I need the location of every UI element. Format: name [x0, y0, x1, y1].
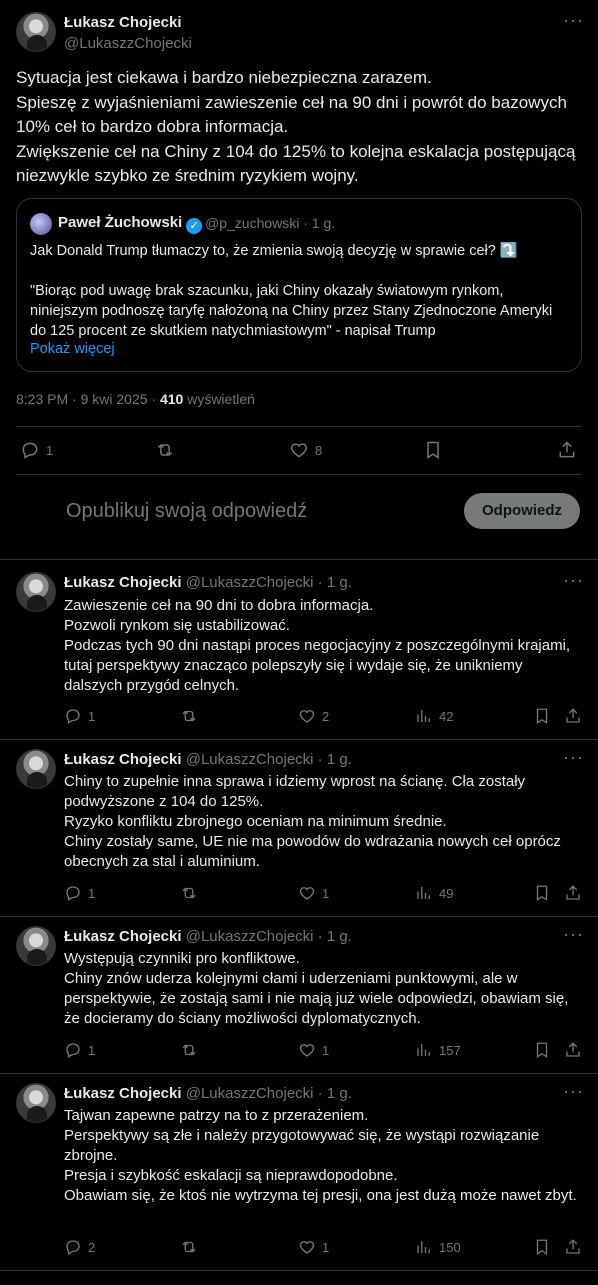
repost-icon: [180, 707, 198, 725]
reply-icon: [64, 707, 82, 725]
views-button[interactable]: [415, 1041, 461, 1059]
view-count: 157: [439, 1042, 461, 1058]
repost-icon: [180, 884, 198, 902]
author-name[interactable]: Łukasz Chojecki: [64, 751, 182, 768]
verified-badge-icon: ✓: [186, 218, 202, 234]
more-options-icon[interactable]: ···: [563, 747, 584, 767]
author-handle[interactable]: @LukaszzChojecki · 1 g.: [185, 751, 352, 768]
repost-icon: [180, 1041, 198, 1059]
views-button[interactable]: [415, 707, 453, 725]
share-button[interactable]: [564, 884, 582, 902]
tweet-text: Sytuacja jest ciekawa i bardzo niebezpieczna zarazem. Spieszę z wyjaśnieniami zawieszenie ceł na 90 dni i powrót do bazowych 10% ceł to bardzo dobra informacja. Zwiększenie ceł na Chiny z 104 do 125% to kolejna eskalacja postępującą niezwykle szybko ze średnim ryzykiem wojny.: [16, 68, 576, 185]
heart-icon: [298, 1238, 316, 1256]
bookmark-icon: [533, 1238, 551, 1256]
heart-icon: [298, 884, 316, 902]
share-icon: [557, 440, 577, 460]
share-icon: [564, 884, 582, 902]
repost-button[interactable]: [180, 1041, 198, 1059]
reply-submit-button[interactable]: Odpowiedz: [464, 493, 580, 529]
bookmark-button[interactable]: [423, 440, 443, 460]
view-count: 49: [439, 885, 454, 901]
reply-icon: [64, 884, 82, 902]
bookmark-icon: [533, 884, 551, 902]
quote-text: Jak Donald Trump tłumaczy to, że zmienia swoją decyzję w sprawie ceł? ⤵️ "Biorąc pod uwagę brak szacunku, jaki Chiny okazały światowym rynkom, niniejszym podnoszę taryfę nałożoną na Chiny przez Stany Zjednoczone Ameryki do 125 procent ze skutkiem natychmiastowym" - napisał Trump: [30, 243, 553, 339]
reply-icon: [64, 1238, 82, 1256]
more-options-icon[interactable]: ···: [563, 570, 584, 590]
share-button[interactable]: [557, 440, 577, 460]
like-button[interactable]: [289, 440, 322, 460]
analytics-icon: [415, 884, 433, 902]
repost-icon: [155, 440, 175, 460]
tweet-meta: [16, 391, 255, 407]
like-count: 1: [322, 885, 330, 901]
timestamp[interactable]: 8:23 PM · 9 kwi 2025 ·: [16, 391, 160, 407]
author-name[interactable]: Łukasz Chojecki: [64, 1085, 182, 1102]
like-count: 2: [322, 708, 330, 724]
avatar[interactable]: [16, 749, 56, 789]
analytics-icon: [415, 707, 433, 725]
author-name[interactable]: Łukasz Chojecki: [64, 574, 182, 591]
reply-count: 1: [88, 885, 96, 901]
bookmark-icon: [533, 707, 551, 725]
reply-text: Zawieszenie ceł na 90 dni to dobra informacja. Pozwoli rynkom się ustabilizować. Podczas tych 90 dni nastąpi proces negocjacyjny z poszczególnymi krajami, tutaj perspektywy znacząco polepszyły się i wydaje się, że unikniemy dalszych przygód celnych.: [64, 597, 571, 694]
reply-button[interactable]: [64, 707, 95, 725]
reply-text: Występują czynniki pro konfliktowe. Chiny znów uderza kolejnymi cłami i uderzeniami punktowymi, ale w perspektywie, że zostają sami i nie mają już wiele odpowiedzi, obawiam się, że docieramy do ściany możliwości dyplomatycznych.: [64, 950, 569, 1027]
reply-button[interactable]: [64, 884, 95, 902]
author-handle[interactable]: @LukaszzChojecki · 1 g.: [185, 928, 352, 945]
analytics-icon: [415, 1238, 433, 1256]
reply-count: 1: [88, 1042, 96, 1058]
bookmark-button[interactable]: [533, 1041, 551, 1059]
divider: [16, 426, 582, 427]
quote-author-name: Paweł Żuchowski ✓: [58, 214, 202, 234]
share-button[interactable]: [564, 1238, 582, 1256]
repost-button[interactable]: [180, 884, 198, 902]
heart-icon: [298, 1041, 316, 1059]
divider: [0, 1270, 598, 1271]
reply-count: 2: [88, 1239, 96, 1255]
analytics-icon: [415, 1041, 433, 1059]
view-count: 150: [439, 1239, 461, 1255]
avatar[interactable]: [16, 12, 56, 52]
author-handle[interactable]: @LukaszzChojecki · 1 g.: [185, 574, 352, 591]
more-options-icon[interactable]: ···: [563, 10, 584, 30]
reply-text: Tajwan zapewne patrzy na to z przerażeniem. Perspektywy są złe i należy przygotowywać się, że wystąpi rozwiązanie zbrojne. Presja i szybkość eskalacji są nieprawdopodobne. Obawiam się, że ktoś nie wytrzyma tej presji, ona jest dużą może nawet zbyt.: [64, 1107, 577, 1204]
author-name[interactable]: Łukasz Chojecki: [64, 14, 182, 31]
divider: [0, 916, 598, 917]
author-name[interactable]: Łukasz Chojecki: [64, 928, 182, 945]
reply-count: 1: [88, 708, 96, 724]
quote-avatar: [30, 213, 52, 235]
more-options-icon[interactable]: ···: [563, 924, 584, 944]
bookmark-button[interactable]: [533, 884, 551, 902]
like-count: 8: [315, 442, 323, 458]
view-count: 42: [439, 708, 454, 724]
like-button[interactable]: [298, 1041, 329, 1059]
share-button[interactable]: [564, 1041, 582, 1059]
repost-button[interactable]: [180, 707, 198, 725]
divider: [16, 474, 582, 475]
share-icon: [564, 1041, 582, 1059]
share-button[interactable]: [564, 707, 582, 725]
reply-header: [64, 1085, 352, 1102]
reply-button[interactable]: [20, 440, 53, 460]
quote-author-handle: @p_zuchowski · 1 g.: [205, 215, 336, 231]
avatar[interactable]: [16, 572, 56, 612]
quoted-tweet[interactable]: [16, 198, 582, 372]
views-label: wyświetleń: [187, 391, 255, 407]
share-icon: [564, 707, 582, 725]
bookmark-button[interactable]: [533, 707, 551, 725]
repost-button[interactable]: [155, 440, 175, 460]
reply-button[interactable]: [64, 1041, 95, 1059]
views-button[interactable]: [415, 884, 453, 902]
heart-icon: [298, 707, 316, 725]
divider: [0, 559, 598, 560]
more-options-icon[interactable]: ···: [563, 1081, 584, 1101]
reply-text: Chiny to zupełnie inna sprawa i idziemy wprost na ścianę. Cła zostały podwyższone z 104 do 125%. Ryzyko konfliktu zbrojnego oceniam na minimum średnie. Chiny zostały same, UE nie ma powodów do wdrażania nowych ceł oprócz obecnych za stal i aluminium.: [64, 773, 561, 870]
bookmark-icon: [423, 440, 443, 460]
repost-button[interactable]: [180, 1238, 198, 1256]
author-handle[interactable]: @LukaszzChojecki · 1 g.: [185, 1085, 352, 1102]
reply-header: [64, 928, 352, 945]
views-button[interactable]: [415, 1238, 461, 1256]
reply-button[interactable]: [64, 1238, 95, 1256]
reply-header: [64, 751, 352, 768]
like-button[interactable]: [298, 884, 329, 902]
like-button[interactable]: [298, 707, 329, 725]
reply-count: 1: [46, 442, 54, 458]
like-count: 1: [322, 1239, 330, 1255]
repost-icon: [180, 1238, 198, 1256]
like-count: 1: [322, 1042, 330, 1058]
divider: [0, 1073, 598, 1074]
author-handle[interactable]: @LukaszzChojecki: [64, 35, 192, 52]
show-more-link[interactable]: Pokaż więcej: [30, 341, 115, 357]
divider: [0, 739, 598, 740]
bookmark-button[interactable]: [533, 1238, 551, 1256]
reply-header: [64, 574, 352, 591]
reply-icon: [20, 440, 40, 460]
view-count: 410: [159, 391, 184, 407]
bookmark-icon: [533, 1041, 551, 1059]
avatar[interactable]: [16, 1083, 56, 1123]
heart-icon: [289, 440, 309, 460]
reply-compose-input[interactable]: Opublikuj swoją odpowiedź: [66, 500, 308, 522]
share-icon: [564, 1238, 582, 1256]
reply-icon: [64, 1041, 82, 1059]
like-button[interactable]: [298, 1238, 329, 1256]
avatar[interactable]: [16, 926, 56, 966]
